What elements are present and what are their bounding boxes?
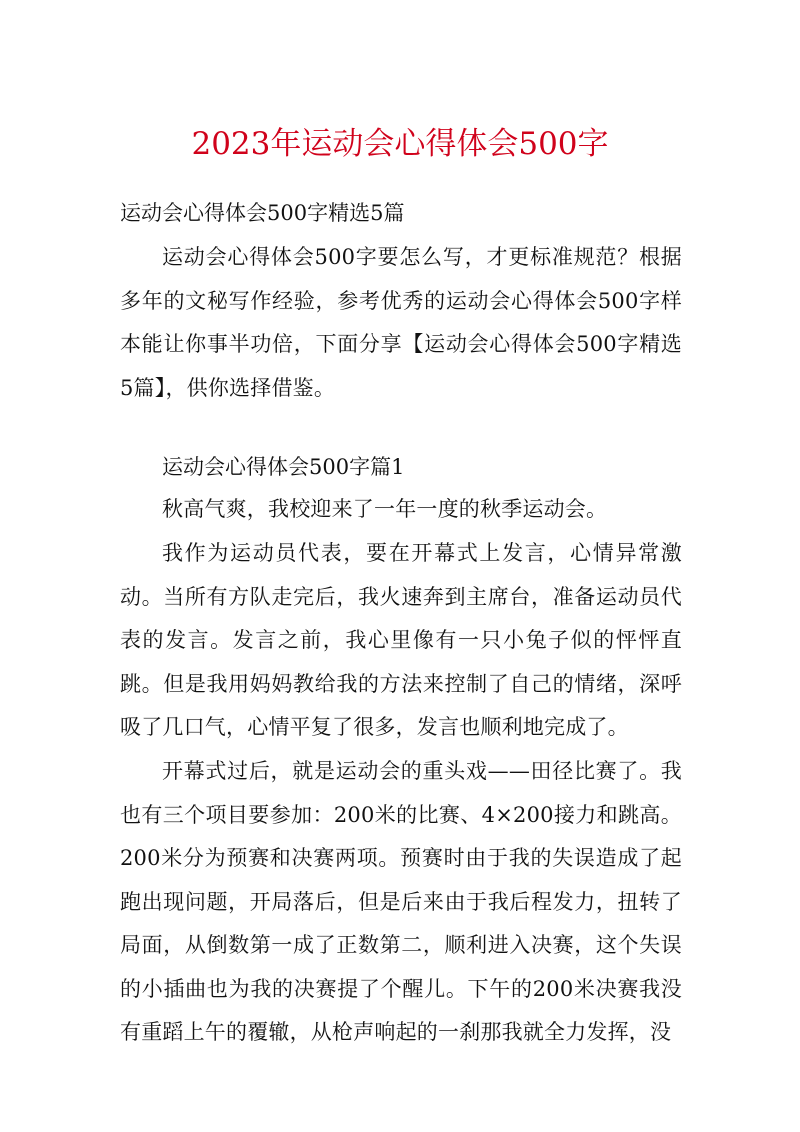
intro-paragraph: 运动会心得体会500字要怎么写，才更标准规范？根据多年的文秘写作经验，参考优秀的运动会心得体会500字样本能让你事半功倍，下面分享【运动会心得体会500字精选5篇】，供你选择借鉴。 bbox=[120, 245, 682, 400]
body-paragraph-3: 开幕式过后，就是运动会的重头戏——田径比赛了。我也有三个项目要参加：200米的比赛、4×200接力和跳高。200米分为预赛和决赛两项。预赛时由于我的失误造成了起跑出现问题，开局落后，但是后来由于我后程发力，扭转了局面，从倒数第一成了正数第二，顺利进入决赛，这个失误的小插曲也为我的决赛提了个醒儿。下午的200米决赛我没有重蹈上午的覆辙，从枪声响起的一刹那我就全力发挥，没 bbox=[120, 759, 682, 1044]
body-paragraph-2: 我作为运动员代表，要在开幕式上发言，心情异常激动。当所有方队走完后，我火速奔到主席台，准备运动员代表的发言。发言之前，我心里像有一只小兔子似的怦怦直跳。但是我用妈妈教给我的方法来控制了自己的情绪，深呼吸了几口气，心情平复了很多，发言也顺利地完成了。 bbox=[120, 541, 682, 739]
section-heading: 运动会心得体会500字篇1 bbox=[162, 455, 405, 479]
document-title: 2023年运动会心得体会500字 bbox=[191, 126, 609, 162]
document-subtitle: 运动会心得体会500字精选5篇 bbox=[120, 201, 405, 225]
body-paragraph-1: 秋高气爽，我校迎来了一年一度的秋季运动会。 bbox=[162, 497, 608, 521]
